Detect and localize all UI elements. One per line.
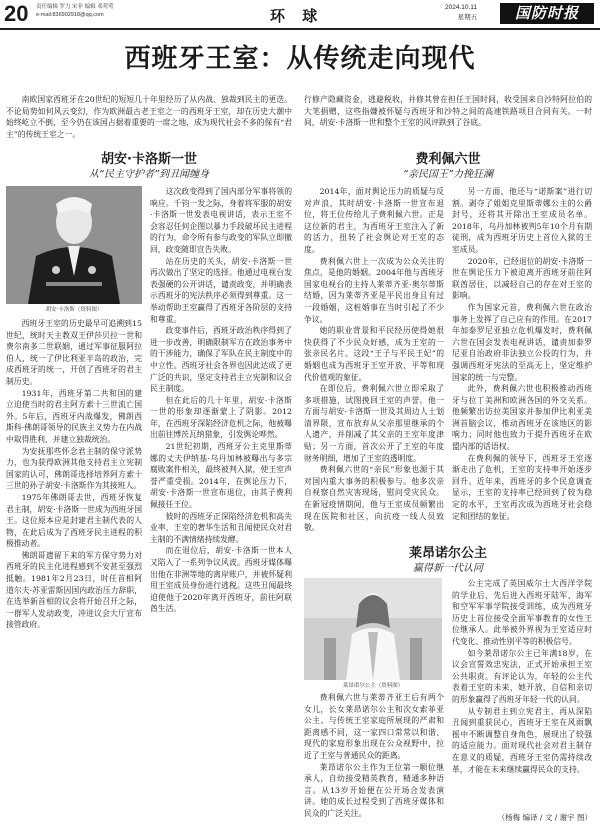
column-5	[304, 692, 444, 824]
paragraph: 彼时的西班牙正深陷经济危机和高失业率，王室的奢华生活和丑闻使民众对君主制的不满情绪持续发酵。	[150, 511, 292, 544]
photo-caption-juan-carlos: 胡安·卡洛斯（资料图）	[45, 307, 103, 313]
date-block	[445, 3, 477, 23]
photo-leonor	[304, 578, 442, 680]
paragraph: 21世纪初期，西班牙公主克里斯蒂娜的丈夫伊纳基·乌丹加林被曝出与多宗腐败案件相关，最终被判入狱，使王室声誉严重受损。2014年，在舆论压力下，胡安·卡洛斯一世宣布退位，由其子费利佩接任王位。	[150, 442, 292, 510]
editor-line: 责任编辑 罗力 宋菲 编辑 邓莺莺	[36, 4, 114, 10]
intro-right	[304, 94, 592, 144]
issue-date: 2024.10.11	[445, 4, 478, 11]
article-headline: 西班牙王室：从传统走向现代	[124, 44, 476, 74]
column-4	[452, 186, 592, 542]
paragraph: 在费利佩的领导下，西班牙王室逐渐走出了危机，王室的支持率开始逐步回升。近年来，西班牙的多个民意调查显示，王室的支持率已经回到了较为稳定的水平，王室再次成为西班牙社会稳定和团结的象征。	[452, 453, 592, 521]
paragraph: 1931年，西班牙第二共和国的建立迫使当时的君主阿方索十三世流亡国外。5年后，西班牙内战爆发，佛朗西斯科·佛朗哥领导的民族主义势力在内战中取得胜利，并建立独裁统治。	[6, 388, 142, 444]
section-title: 环 球	[270, 7, 324, 25]
photo-caption-leonor: 莱昂诺尔公主（资料图）	[342, 683, 404, 689]
paragraph: 此外，费利佩六世也积极推动西班牙与拉丁美洲和欧洲各国的外交关系。他频繁出访拉美国家并参加伊比利亚美洲首脑会议，推动西班牙在该地区的影响力；同时他也致力于提升西班牙在欧盟内部的话语权。	[452, 384, 592, 452]
section-title-juan-carlos: 胡安·卡洛斯一世	[101, 152, 197, 167]
section-subtitle-leonor: 赢得新一代认同	[413, 563, 483, 574]
issue-weekday: 星期五	[457, 14, 478, 21]
paragraph: 在即位后，费利佩六世立即采取了多项措施，试图挽回王室的声誉。他一方面与胡安·卡洛斯一世及其周边人士划清界限，宣布放弃从父亲那里继承的个人遗产，并削减了其父亲的王室年度津贴；另一方面，首次公开了王室的年度财务明细，增加了王室的透明度。	[304, 384, 444, 463]
paragraph: 政变事件后，西班牙政治秩序得到了进一步改善，明确限制军方在政治事务中的干涉能力，确保了军队在民主制度中的中立性。西班牙社会各界也因此达成了更广泛的共识，坚定支持君主立宪制和议会民主制度。	[150, 326, 292, 394]
paragraph: 这次政变得到了国内部分军事将领的响应。千钧一发之际，身着将军服的胡安·卡洛斯一世发表电视讲话，表示王室不会容忍任何企图以暴力手段破坏民主进程的行为，命令所有参与政变的军队立即撤回，政变随即宣告失败。	[150, 187, 292, 254]
section-heading-leonor	[304, 546, 592, 576]
section-heading-felipe	[304, 152, 592, 182]
masthead	[0, 0, 600, 30]
paragraph: 费利佩六世与莱蒂齐亚王后有两个女儿，长女莱昂诺尔公主和次女索菲亚公主。与传统王室家庭所展现的严肃和距离感不同，这一家四口常常以和谐、现代的家庭形象出现在公众视野中，拉近了王室与普通民众的距离。	[304, 693, 444, 760]
section-title-felipe: 费利佩六世	[415, 152, 481, 167]
paragraph: 如今莱昂诺尔公主已年满18岁，在议会宣誓效忠宪法，正式开始承担王室公共职责。有评论认为，年轻的公主代表着王室的未来，她开放、自信和亲切的形象赢得了西班牙年轻一代的认同。	[452, 648, 592, 704]
paragraph: 她的职业背景和平民经历使得她很快获得了不少民众好感，成为王室的一张亲民名片。这段“王子与平民王妃”的婚姻也成为西班牙王室开放、平等和现代价值观的象征。	[304, 326, 444, 382]
intro-paragraph: 南欧国家西班牙在20世纪的短短几十年里经历了从内战、独裁到民主的更迭。不论局势如何风云变幻，作为欧洲最古老王室之一的西班牙王室，却在历史大潮中始终屹立不倒，至今仍在该国占据着重要的一席之地，成为现代社会不多的保有“君主”的传统王室之一。	[6, 95, 292, 139]
column-1	[6, 318, 142, 824]
section-heading-juan-carlos	[6, 152, 292, 182]
intro-paragraph: 行修产隐藏资金，逃避税收，并修其曾在担任王国时间，收受国来自沙特阿拉伯的大笔捐赠，这些指嫌被怀疑与西班牙和沙特之间的高速铁路项目合同有关。一时间，胡安·卡洛斯一世和整个王室的风评跌到了谷底。	[304, 95, 592, 128]
paragraph: 莱昂诺尔公主作为王位第一顺位继承人，自幼接受精英教育，精通多种语言。从13岁开始便在公开场合发表演讲。她的成长过程受到了西班牙媒体和民众的广泛关注。	[304, 762, 444, 818]
paragraph: 2014年，面对舆论压力的质疑与反对声浪，其时胡安·卡洛斯一世宣布退位，将王位传给儿子费利佩六世。正是这位新的君主，为西班牙王室注入了新的活力，扭转了社会舆论对王室的态度。	[304, 187, 444, 254]
paragraph: 费利佩六世的“亲民”形象也源于其对国内重大事务的积极参与。他多次亲自视察自然灾害现场，慰问受灾民众。在新冠疫情期间，他与王室成员频繁出现在医院和社区，向抗疫一线人员致敬。	[304, 465, 444, 533]
newspaper-logo: 国防时报	[500, 3, 594, 24]
paragraph: 另一方面，他还与“诺斯案”进行切割。剥夺了姐姐克里斯蒂娜公主的公爵封号，还将其开除出王室成员名单。2018年，乌丹加林被判5年10个月有期徒刑，成为西班牙历史上首位入狱的王室成员。	[452, 187, 592, 254]
section-subtitle-juan-carlos: 从“民主守护者”到丑闻缠身	[88, 169, 210, 180]
section-subtitle-felipe: “亲民国王”力挽狂澜	[402, 169, 494, 180]
page-number: 20	[4, 1, 29, 26]
photo-juan-carlos	[6, 186, 142, 304]
section-title-leonor: 莱昂诺尔公主	[408, 546, 487, 561]
column-2	[150, 186, 292, 824]
paragraph: 而在退位后，胡安·卡洛斯一世本人又陷入了一系列争议风波。西班牙媒体曝出他在非洲等地的离岸账户，并被怀疑利用王室成员身份进行逃税。这些丑闻最终迫使他于2020年离开西班牙，前往阿联酋生活。	[150, 546, 292, 614]
paragraph: 但在此后的几十年里，胡安·卡洛斯一世的形象却逐渐蒙上了阴影。2012年，在西班牙深陷经济危机之际，他被曝出前往博茨瓦纳猎象，引发舆论哗然。	[150, 395, 292, 440]
paragraph: 作为国家元首，费利佩六世在政治事务上发挥了自己应有的作用。在2017年加泰罗尼亚独立危机爆发时，费利佩六世在国会发表电视讲话，谴责加泰罗尼亚自治政府非法独立公投的行为，并强调西班牙宪法的至高无上，坚定维护国家的统一与完整。	[452, 302, 592, 382]
editor-credits	[36, 3, 114, 19]
editor-email: e-mail:836902918@qq.com	[36, 12, 104, 18]
paragraph: 站在历史的关头，胡安·卡洛斯一世再次做出了坚定的选择。他通过电视台发表强硬的公开讲话，谴责政变，并明确表示西班牙的宪法秩序必须得到尊重。这一举动帮助王室赢得了西班牙各阶层的支持和尊重。	[150, 256, 292, 324]
paragraph: 费利佩六世上一次成为公众关注的焦点，是他的婚姻。2004年他与西班牙国家电视台的主持人莱蒂齐亚·奥尔蒂斯结婚，因为莱蒂齐亚是平民出身且有过一段婚姻，这桩婚事在当时引起了不少争议。	[304, 256, 444, 324]
paragraph: 佛朗哥遗留下来的军方保守势力对西班牙的民主化进程感到不安甚至强烈抵触。1981年2月23日，时任首相阿道尔夫·苏亚雷斯因国内政治压力辞职，在选举新首相的议会将开始召开之际，一群军人发动政变，冲进议会大厅宣布接管政府。	[6, 550, 142, 630]
paragraph: 从专制君主到立宪君主，再从深陷丑闻到重获民心，西班牙王室在风雨飘摇中不断调整自身角色，展现出了较强的适应能力。面对现代社会对君主制存在意义的质疑，西班牙王室仍需持续改革，才能在未来继续赢得民众的支持。	[452, 706, 592, 774]
intro-left	[6, 94, 292, 144]
column-6	[452, 578, 592, 810]
paragraph: 为安抚那些怀念君主制的保守派势力，也为获得欧洲其他支持君主立宪制国家的认可，佛朗哥选择培养阿方索十三世的孙子胡安·卡洛斯作为其接班人。	[6, 446, 142, 491]
author-signoff: （杨梅 编译 / 文 / 谢宇 图）	[497, 813, 592, 822]
paragraph: 西班牙王室的历史最早可追溯到15世纪，统时天主教双王伊莎贝拉一世和费尔南多二世联姻，通过军事征服阿拉伯人，统一了伊比利亚半岛的政治，完成西班牙的统一，开创了西班牙的君主制历史。	[6, 319, 142, 386]
column-3	[304, 186, 444, 542]
paragraph: 公主完成了英国威尔士大西洋学院的学业后，先后进入西班牙陆军、海军和空军军事学院接受训练，成为西班牙历史上首位接受全面军事教育的女性王位继承人。此举被外界视为王室适应时代变化、推动性别平等的积极信号。	[452, 579, 592, 646]
paragraph: 2020年，已经退位的胡安·卡洛斯一世在舆论压力下被迫离开西班牙前往阿联酋居住，以减轻自己的存在对王室的影响。	[452, 256, 592, 301]
paragraph: 1975年佛朗哥去世，西班牙恢复君主制，胡安·卡洛斯一世成为西班牙国王。这位原本应是封建君主制代表的人物，在此后成为了西班牙民主进程的积极推动者。	[6, 492, 142, 549]
